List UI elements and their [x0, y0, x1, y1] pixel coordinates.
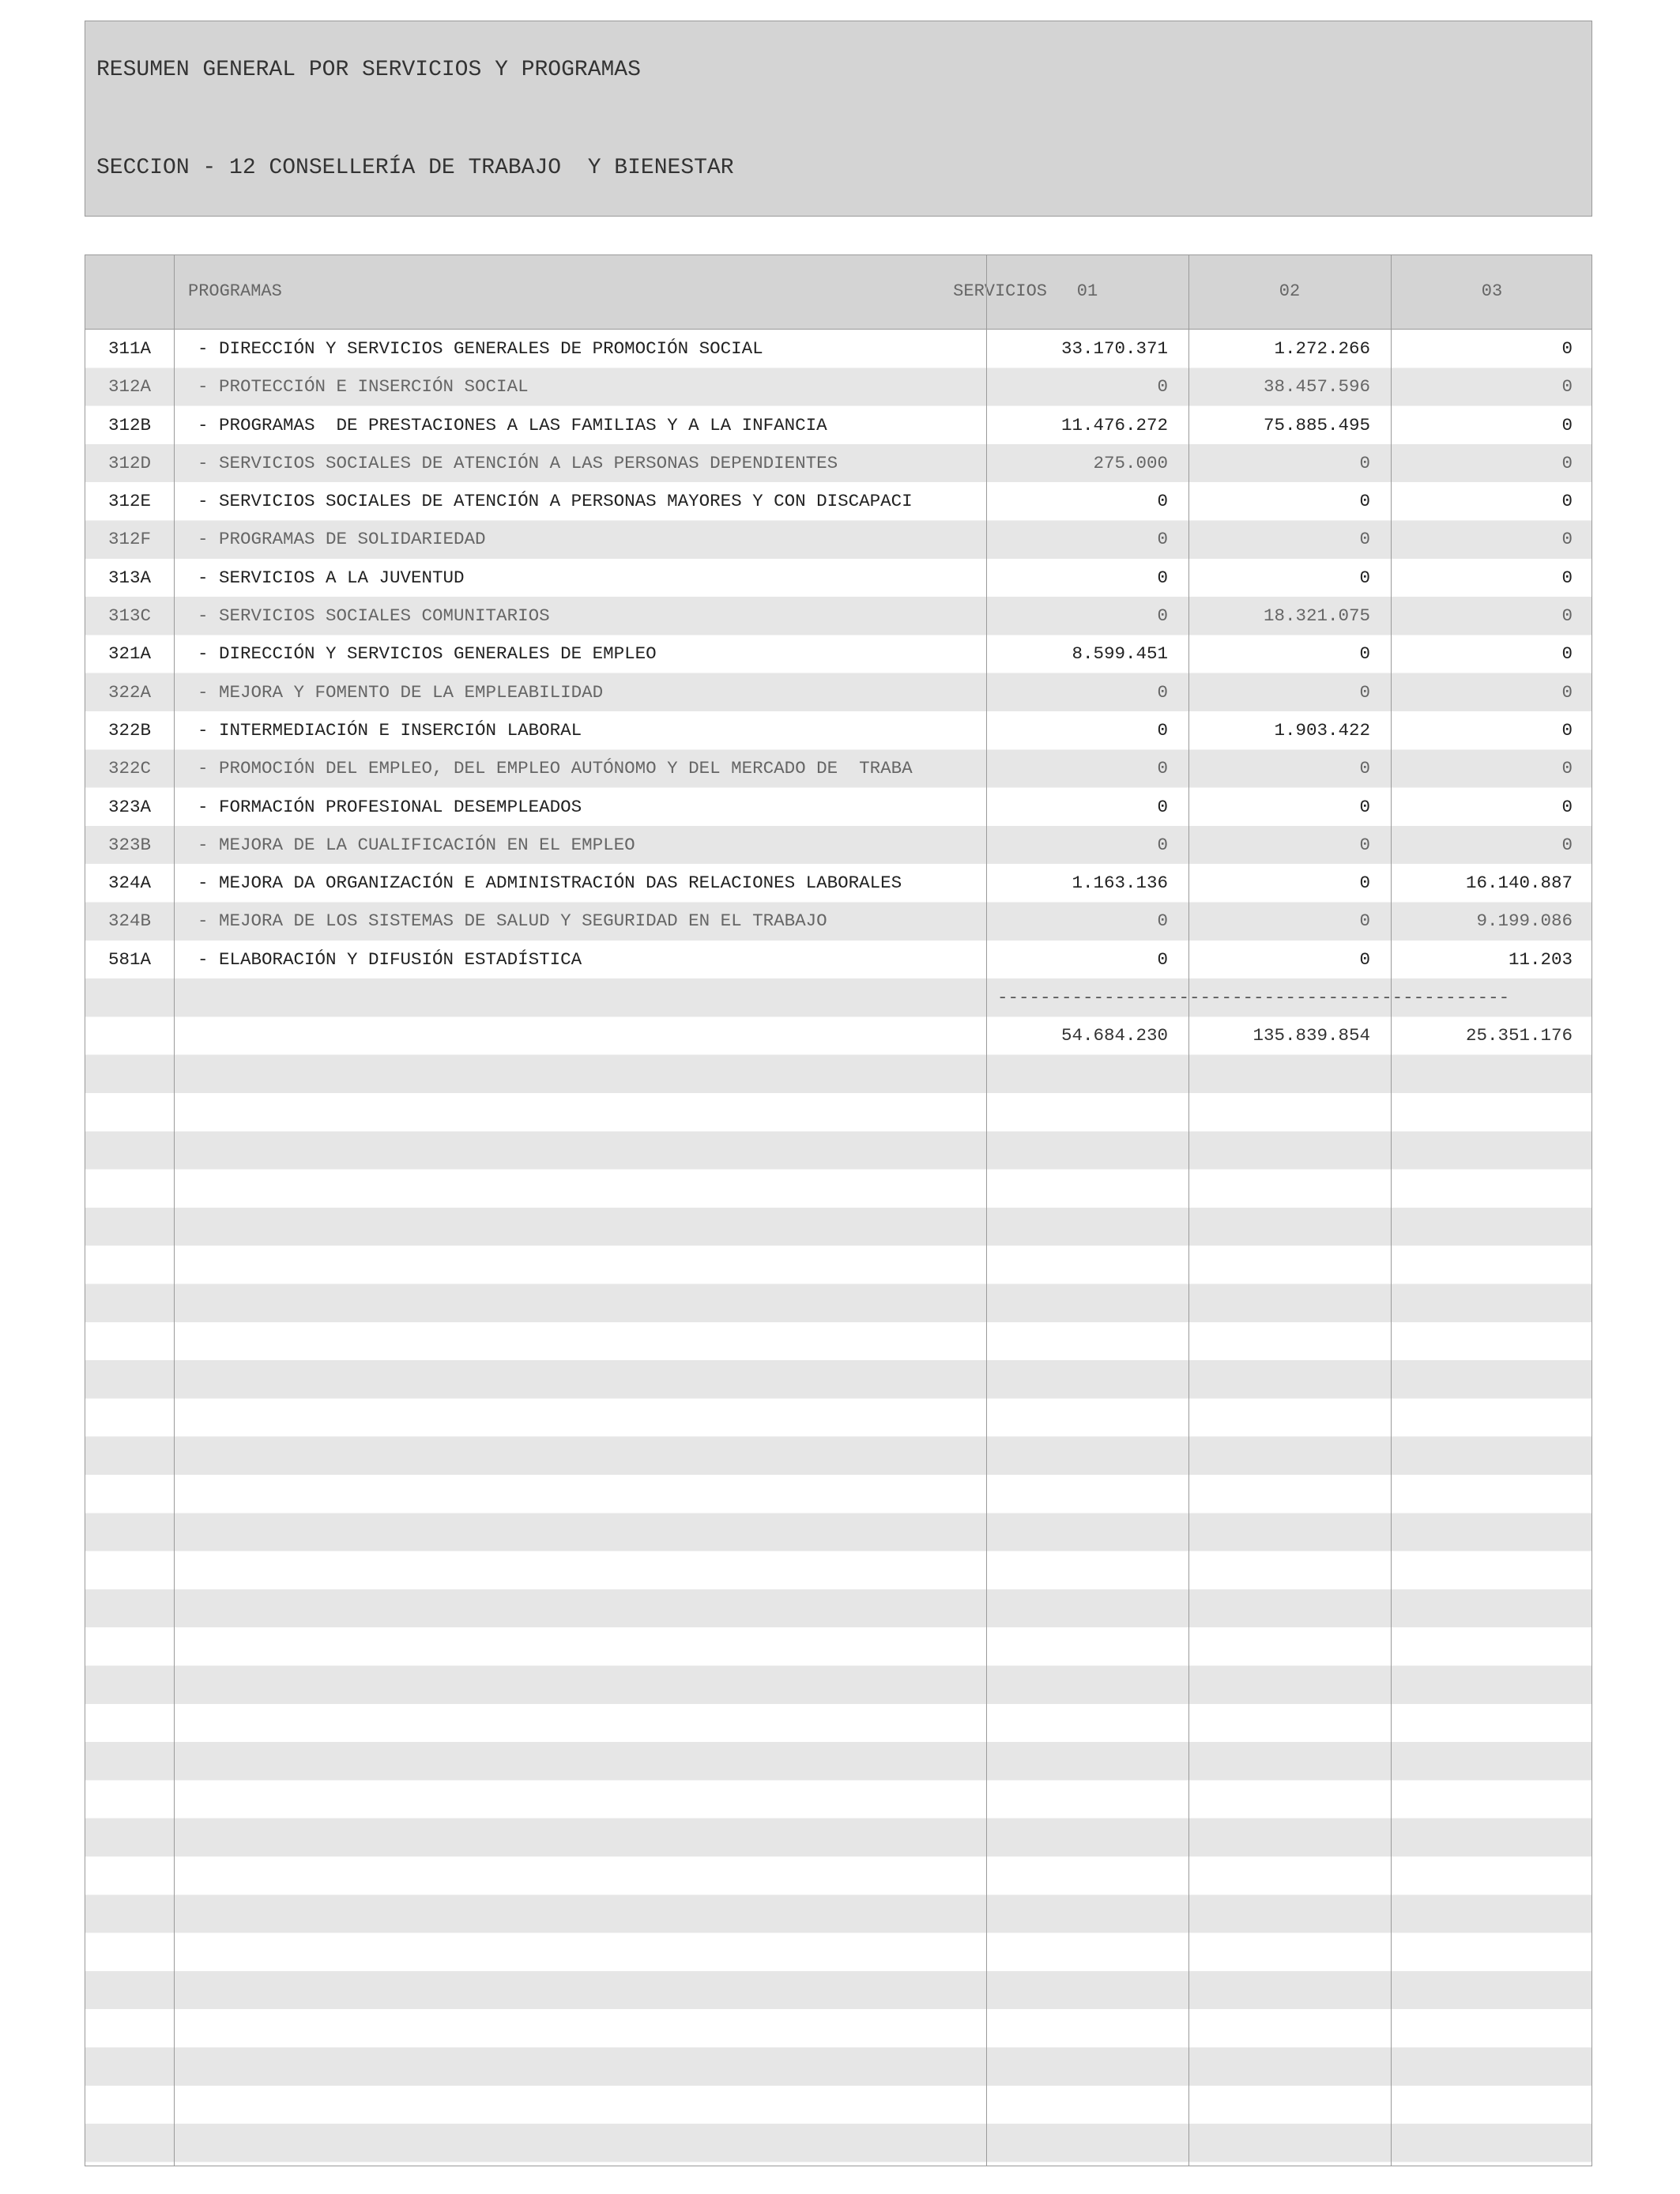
- service-01-value: 11.476.272: [1060, 414, 1168, 435]
- service-01-value: 0: [1157, 491, 1168, 512]
- service-02-value: 75.885.495: [1263, 414, 1370, 435]
- table-row: [85, 330, 1591, 368]
- program-name: - PROTECCIÓN E INSERCIÓN SOCIAL: [198, 376, 529, 398]
- program-name: - MEJORA Y FOMENTO DE LA EMPLEABILIDAD: [198, 681, 604, 703]
- program-code: 324B: [107, 910, 151, 932]
- service-03-value: 0: [1561, 681, 1573, 703]
- program-code: 312B: [107, 414, 151, 435]
- table-row: [85, 941, 1591, 978]
- program-code: 312A: [107, 376, 151, 398]
- program-code: 323B: [107, 834, 151, 855]
- program-code: 312F: [107, 529, 151, 550]
- total-03-value: 25.351.176: [1465, 1025, 1573, 1046]
- totals-row: [85, 1016, 1591, 1054]
- table-row: [85, 864, 1591, 902]
- column-header-servicios: SERVICIOS: [953, 281, 1047, 301]
- service-03-value: 0: [1561, 452, 1573, 473]
- service-01-value: 0: [1157, 758, 1168, 779]
- service-02-value: 0: [1359, 491, 1370, 512]
- report-header: [85, 21, 1592, 217]
- table-body: [85, 330, 1591, 2166]
- service-01-value: 0: [1157, 681, 1168, 703]
- service-03-value: 0: [1561, 758, 1573, 779]
- service-02-value: 0: [1359, 910, 1370, 932]
- column-divider: [1188, 255, 1189, 2166]
- service-01-value: 0: [1157, 719, 1168, 741]
- column-divider: [986, 255, 987, 2166]
- program-name: - DIRECCIÓN Y SERVICIOS GENERALES DE PROMOCIÓN SOCIAL: [198, 338, 763, 359]
- report-section: SECCION - 12 CONSELLERÍA DE TRABAJO Y BIENESTAR: [96, 156, 734, 180]
- service-01-value: 0: [1157, 948, 1168, 970]
- service-01-value: 275.000: [1093, 452, 1168, 473]
- service-02-value: 38.457.596: [1263, 376, 1370, 398]
- service-01-value: 1.163.136: [1072, 873, 1168, 894]
- service-03-value: 0: [1561, 643, 1573, 665]
- column-header-03: 03: [1481, 281, 1503, 301]
- table-row: [85, 368, 1591, 405]
- table-row: [85, 406, 1591, 444]
- table-row: [85, 635, 1591, 673]
- table-row: [85, 826, 1591, 864]
- program-code: 321A: [107, 643, 151, 665]
- service-03-value: 0: [1561, 338, 1573, 359]
- column-header-01: 01: [1076, 281, 1098, 301]
- table-row: [85, 788, 1591, 826]
- program-name: - INTERMEDIACIÓN E INSERCIÓN LABORAL: [198, 719, 582, 741]
- service-03-value: 0: [1561, 491, 1573, 512]
- total-01-value: 54.684.230: [1060, 1025, 1168, 1046]
- table-row: [85, 749, 1591, 787]
- service-02-value: 0: [1359, 567, 1370, 588]
- service-02-value: 1.903.422: [1274, 719, 1370, 741]
- column-divider: [174, 255, 175, 2166]
- service-03-value: 16.140.887: [1465, 873, 1573, 894]
- service-02-value: 0: [1359, 796, 1370, 817]
- service-03-value: 0: [1561, 719, 1573, 741]
- service-02-value: 1.272.266: [1274, 338, 1370, 359]
- service-03-value: 0: [1561, 414, 1573, 435]
- program-code: 313C: [107, 605, 151, 627]
- report-title: RESUMEN GENERAL POR SERVICIOS Y PROGRAMAS: [96, 58, 641, 82]
- service-03-value: 9.199.086: [1476, 910, 1573, 932]
- program-code: 322A: [107, 681, 151, 703]
- service-01-value: 0: [1157, 529, 1168, 550]
- service-03-value: 0: [1561, 529, 1573, 550]
- program-code: 311A: [107, 338, 151, 359]
- program-code: 312D: [107, 452, 151, 473]
- service-03-value: 0: [1561, 834, 1573, 855]
- program-name: - PROGRAMAS DE PRESTACIONES A LAS FAMILIAS Y A LA INFANCIA: [198, 414, 827, 435]
- program-name: - ELABORACIÓN Y DIFUSIÓN ESTADÍSTICA: [198, 948, 582, 970]
- separator-line: ------------------------------------------------: [997, 987, 1510, 1008]
- program-code: 323A: [107, 796, 151, 817]
- table-row: [85, 520, 1591, 558]
- program-name: - SERVICIOS SOCIALES DE ATENCIÓN A PERSONAS MAYORES Y CON DISCAPACI: [198, 491, 913, 512]
- service-01-value: 0: [1157, 567, 1168, 588]
- program-code: 324A: [107, 873, 151, 894]
- program-name: - DIRECCIÓN Y SERVICIOS GENERALES DE EMPLEO: [198, 643, 657, 665]
- program-name: - MEJORA DE LA CUALIFICACIÓN EN EL EMPLEO: [198, 834, 635, 855]
- service-03-value: 0: [1561, 796, 1573, 817]
- table-row: [85, 597, 1591, 635]
- table-row: [85, 673, 1591, 711]
- totals-separator: [85, 978, 1591, 1016]
- service-02-value: 0: [1359, 758, 1370, 779]
- column-divider: [1391, 255, 1392, 2166]
- summary-table: [85, 254, 1592, 2166]
- table-row: [85, 444, 1591, 482]
- program-code: 312E: [107, 491, 151, 512]
- program-code: 313A: [107, 567, 151, 588]
- program-code: 322B: [107, 719, 151, 741]
- program-code: 322C: [107, 758, 151, 779]
- service-01-value: 0: [1157, 834, 1168, 855]
- program-name: - FORMACIÓN PROFESIONAL DESEMPLEADOS: [198, 796, 582, 817]
- total-02-value: 135.839.854: [1252, 1025, 1370, 1046]
- program-name: - SERVICIOS A LA JUVENTUD: [198, 567, 465, 588]
- table-row: [85, 559, 1591, 597]
- service-03-value: 0: [1561, 567, 1573, 588]
- service-01-value: 8.599.451: [1072, 643, 1168, 665]
- service-03-value: 0: [1561, 605, 1573, 627]
- service-03-value: 0: [1561, 376, 1573, 398]
- service-02-value: 0: [1359, 643, 1370, 665]
- program-name: - SERVICIOS SOCIALES COMUNITARIOS: [198, 605, 550, 627]
- service-02-value: 18.321.075: [1263, 605, 1370, 627]
- service-02-value: 0: [1359, 948, 1370, 970]
- column-header-02: 02: [1279, 281, 1301, 301]
- table-row: [85, 711, 1591, 749]
- program-name: - PROMOCIÓN DEL EMPLEO, DEL EMPLEO AUTÓNOMO Y DEL MERCADO DE TRABA: [198, 758, 913, 779]
- service-02-value: 0: [1359, 681, 1370, 703]
- service-02-value: 0: [1359, 529, 1370, 550]
- service-03-value: 11.203: [1508, 948, 1573, 970]
- service-02-value: 0: [1359, 834, 1370, 855]
- service-01-value: 0: [1157, 605, 1168, 627]
- table-row: [85, 902, 1591, 940]
- table-row: [85, 482, 1591, 520]
- service-02-value: 0: [1359, 452, 1370, 473]
- service-01-value: 0: [1157, 376, 1168, 398]
- program-code: 581A: [107, 948, 151, 970]
- column-header-programas: PROGRAMAS: [188, 281, 282, 301]
- program-name: - SERVICIOS SOCIALES DE ATENCIÓN A LAS PERSONAS DEPENDIENTES: [198, 452, 838, 473]
- program-name: - MEJORA DE LOS SISTEMAS DE SALUD Y SEGURIDAD EN EL TRABAJO: [198, 910, 827, 932]
- program-name: - MEJORA DA ORGANIZACIÓN E ADMINISTRACIÓN DAS RELACIONES LABORALES: [198, 873, 902, 894]
- table-header: [85, 255, 1591, 330]
- program-name: - PROGRAMAS DE SOLIDARIEDAD: [198, 529, 486, 550]
- service-02-value: 0: [1359, 873, 1370, 894]
- service-01-value: 0: [1157, 910, 1168, 932]
- service-01-value: 33.170.371: [1060, 338, 1168, 359]
- service-01-value: 0: [1157, 796, 1168, 817]
